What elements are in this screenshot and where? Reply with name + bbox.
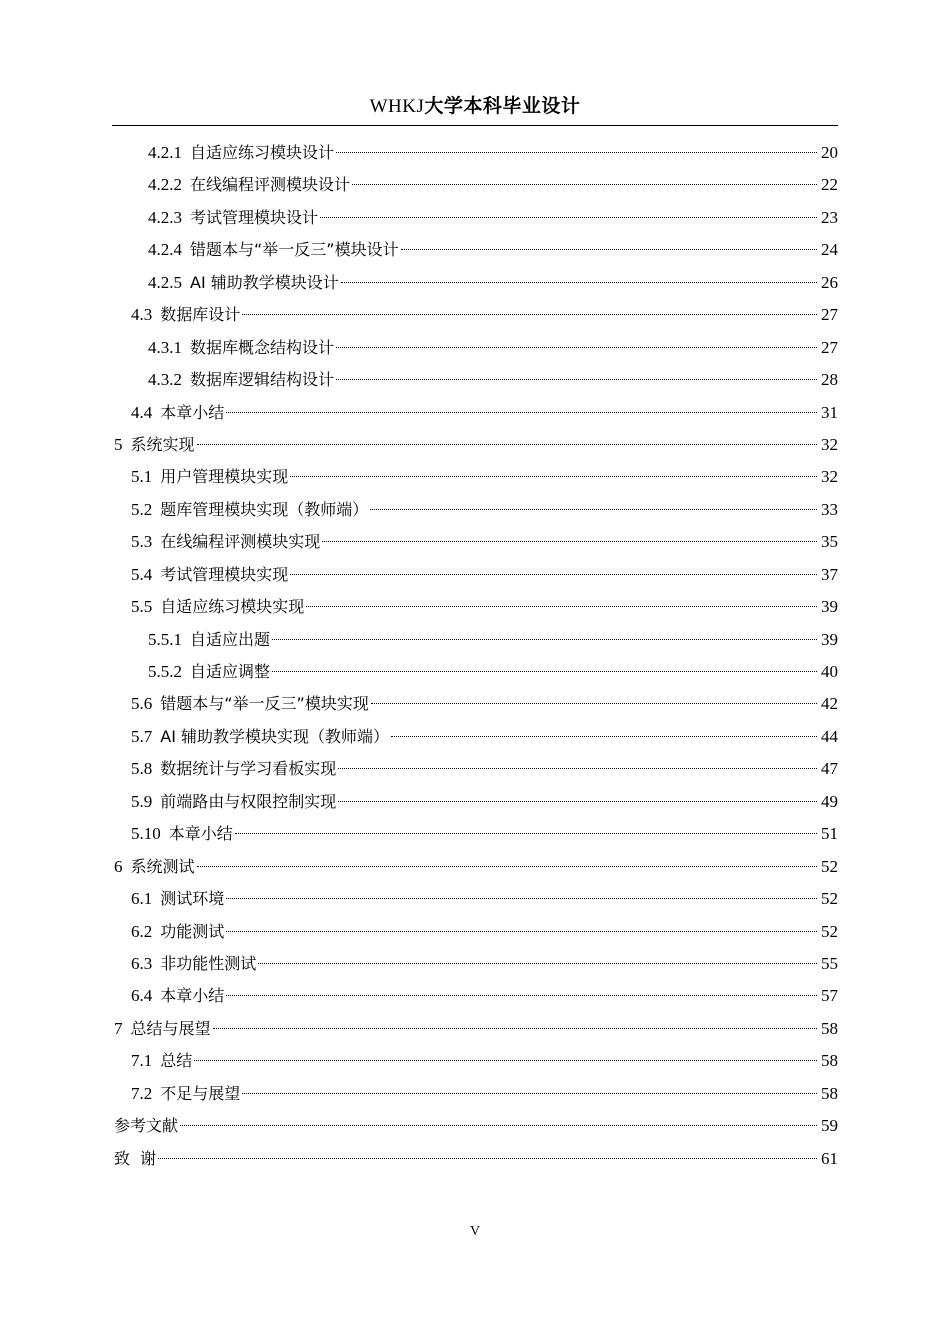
toc-entry-title: 题库管理模块实现（教师端） bbox=[160, 499, 369, 519]
toc-entry[interactable] bbox=[112, 853, 838, 885]
toc-entry-title: 数据库概念结构设计 bbox=[190, 337, 335, 357]
toc-dot-leader bbox=[336, 347, 817, 348]
toc-entry-page: 57 bbox=[821, 986, 838, 1006]
toc-dot-leader bbox=[391, 736, 817, 737]
toc-entry-number: 4.2.3 bbox=[148, 207, 182, 227]
toc-entry-page: 27 bbox=[821, 337, 838, 357]
toc-entry-page: 32 bbox=[821, 434, 838, 454]
toc-entry-title: 自适应练习模块实现 bbox=[160, 597, 305, 617]
toc-entry-number: 4.3.1 bbox=[148, 337, 182, 357]
toc-entry-title: 在线编程评测模块设计 bbox=[190, 175, 351, 195]
toc-entry-number: 4.3 bbox=[131, 305, 153, 325]
toc-dot-leader bbox=[235, 833, 817, 834]
toc-entry[interactable] bbox=[112, 755, 838, 787]
toc-dot-leader bbox=[338, 768, 817, 769]
toc-entry-page: 42 bbox=[821, 694, 838, 714]
toc-entry-number: 5.5.1 bbox=[148, 629, 182, 649]
toc-entry-page: 37 bbox=[821, 564, 838, 584]
toc-entry-page: 52 bbox=[821, 921, 838, 941]
toc-entry-title: 总结 bbox=[160, 1051, 193, 1071]
toc-entry-number: 6.3 bbox=[131, 953, 153, 973]
toc-entry-page: 44 bbox=[821, 726, 838, 746]
toc-entry[interactable] bbox=[112, 820, 838, 852]
toc-entry-number: 5.5.2 bbox=[148, 662, 182, 681]
toc-entry[interactable] bbox=[112, 982, 838, 1014]
toc-dot-leader bbox=[306, 606, 817, 607]
toc-entry-title: 自适应出题 bbox=[190, 629, 271, 649]
toc-entry-number: 4.4 bbox=[131, 402, 153, 422]
toc-entry-title: 前端路由与权限控制实现 bbox=[160, 791, 337, 811]
toc-entry-number: 5.1 bbox=[131, 467, 153, 487]
toc-entry-number: 5.2 bbox=[131, 499, 153, 519]
toc-dot-leader bbox=[272, 671, 817, 672]
toc-entry-number: 6.4 bbox=[131, 986, 153, 1006]
toc-entry-page: 24 bbox=[821, 240, 838, 260]
toc-entry-page: 35 bbox=[821, 532, 838, 552]
toc-dot-leader bbox=[336, 379, 817, 380]
toc-dot-leader bbox=[320, 217, 817, 218]
toc-entry-page: 52 bbox=[821, 856, 838, 876]
toc-entry[interactable] bbox=[112, 561, 838, 593]
toc-entry-title: 本章小结 bbox=[168, 824, 233, 844]
toc-entry-title: 总结与展望 bbox=[130, 1018, 211, 1038]
toc-entry-page: 22 bbox=[821, 175, 838, 195]
toc-entry-page: 20 bbox=[821, 143, 838, 162]
toc-entry-title: 考试管理模块实现 bbox=[160, 564, 289, 584]
toc-dot-leader bbox=[180, 1125, 817, 1126]
toc-entry-page: 33 bbox=[821, 499, 838, 519]
toc-entry-page: 61 bbox=[821, 1148, 838, 1168]
toc-entry-page: 27 bbox=[821, 305, 838, 325]
toc-entry-number: 6.2 bbox=[131, 921, 153, 941]
toc-entry-title: 不足与展望 bbox=[160, 1083, 241, 1103]
toc-entry-title: AI 辅助教学模块设计 bbox=[190, 272, 339, 292]
toc-entry-title: 考试管理模块设计 bbox=[190, 207, 319, 227]
toc-entry-title: 测试环境 bbox=[160, 889, 225, 909]
toc-entry-page: 39 bbox=[821, 597, 838, 617]
page-header bbox=[112, 92, 838, 121]
toc-entry[interactable] bbox=[112, 301, 838, 333]
toc-dot-leader bbox=[341, 282, 817, 283]
toc-entry-title: 用户管理模块实现 bbox=[160, 467, 289, 487]
toc-entry[interactable] bbox=[112, 1112, 838, 1144]
toc-entry-page: 55 bbox=[821, 953, 838, 973]
toc-entry-title: 功能测试 bbox=[160, 921, 225, 941]
toc-dot-leader bbox=[352, 184, 817, 185]
toc-entry-page: 59 bbox=[821, 1116, 838, 1136]
toc-entry-number: 7 bbox=[114, 1018, 123, 1038]
toc-entry[interactable] bbox=[112, 658, 838, 690]
toc-entry[interactable] bbox=[112, 626, 838, 658]
toc-entry-number: 5.7 bbox=[131, 726, 153, 746]
toc-entry-number: 6 bbox=[114, 856, 123, 876]
toc-entry[interactable] bbox=[112, 431, 838, 463]
toc-entry-number: 4.2.1 bbox=[148, 143, 182, 162]
toc-entry-number: 5.9 bbox=[131, 791, 153, 811]
toc-entry-page: 51 bbox=[821, 824, 838, 844]
toc-entry[interactable] bbox=[112, 950, 838, 982]
toc-entry-number: 5.10 bbox=[131, 824, 161, 844]
toc-entry[interactable] bbox=[112, 139, 838, 171]
toc-entry-number: 7.1 bbox=[131, 1051, 153, 1071]
toc-dot-leader bbox=[322, 541, 817, 542]
header-rule bbox=[112, 125, 838, 126]
toc-entry[interactable] bbox=[112, 269, 838, 301]
page-number: V bbox=[469, 1224, 481, 1239]
toc-entry-number: 5.4 bbox=[131, 564, 153, 584]
toc-dot-leader bbox=[158, 1158, 817, 1159]
toc-entry-title: 参考文献 bbox=[114, 1116, 179, 1136]
toc-dot-leader bbox=[401, 249, 817, 250]
toc-entry[interactable] bbox=[112, 496, 838, 528]
toc-entry-page: 58 bbox=[821, 1083, 838, 1103]
toc-entry-number: 5.8 bbox=[131, 759, 153, 779]
toc-entry-title: 自适应练习模块设计 bbox=[190, 143, 335, 162]
toc-entry[interactable] bbox=[112, 723, 838, 755]
toc-dot-leader bbox=[272, 639, 817, 640]
toc-entry[interactable] bbox=[112, 399, 838, 431]
toc-entry-title: 数据库逻辑结构设计 bbox=[190, 370, 335, 390]
toc-entry-title: 非功能性测试 bbox=[160, 953, 257, 973]
toc-entry[interactable] bbox=[112, 1015, 838, 1047]
toc-entry-number: 5 bbox=[114, 434, 123, 454]
toc-dot-leader bbox=[194, 1060, 817, 1061]
table-of-contents bbox=[112, 139, 838, 1177]
toc-entry-title: 本章小结 bbox=[160, 402, 225, 422]
toc-entry-title: 数据统计与学习看板实现 bbox=[160, 759, 337, 779]
toc-entry[interactable] bbox=[112, 918, 838, 950]
toc-dot-leader bbox=[226, 995, 817, 996]
toc-dot-leader bbox=[242, 1093, 817, 1094]
toc-entry-page: 23 bbox=[821, 207, 838, 227]
toc-entry-number: 5.3 bbox=[131, 532, 153, 552]
toc-dot-leader bbox=[226, 412, 817, 413]
toc-entry-title: 错题本与“举一反三”模块实现 bbox=[160, 694, 369, 714]
toc-entry-number: 7.2 bbox=[131, 1083, 153, 1103]
toc-entry-page: 52 bbox=[821, 889, 838, 909]
toc-entry[interactable] bbox=[112, 885, 838, 917]
toc-dot-leader bbox=[197, 866, 817, 867]
toc-dot-leader bbox=[242, 314, 817, 315]
toc-entry-title: 本章小结 bbox=[160, 986, 225, 1006]
toc-entry[interactable] bbox=[112, 171, 838, 203]
toc-entry-title: 致 谢 bbox=[114, 1148, 157, 1168]
toc-entry-title: 在线编程评测模块实现 bbox=[160, 532, 321, 552]
toc-entry-page: 47 bbox=[821, 759, 838, 779]
toc-entry-number: 4.2.2 bbox=[148, 175, 182, 195]
toc-dot-leader bbox=[370, 509, 817, 510]
toc-entry-page: 58 bbox=[821, 1018, 838, 1038]
toc-entry-page: 31 bbox=[821, 402, 838, 422]
toc-entry-title: 系统测试 bbox=[130, 856, 195, 876]
toc-entry[interactable] bbox=[112, 690, 838, 722]
toc-entry-number: 6.1 bbox=[131, 889, 153, 909]
toc-entry-title: 系统实现 bbox=[130, 434, 195, 454]
toc-entry[interactable] bbox=[112, 528, 838, 560]
toc-dot-leader bbox=[226, 898, 817, 899]
toc-entry-page: 49 bbox=[821, 791, 838, 811]
toc-entry[interactable] bbox=[112, 593, 838, 625]
toc-entry-title: 错题本与“举一反三”模块设计 bbox=[190, 240, 399, 260]
toc-entry-page: 39 bbox=[821, 629, 838, 649]
toc-dot-leader bbox=[258, 963, 817, 964]
toc-dot-leader bbox=[290, 574, 817, 575]
toc-entry-page: 26 bbox=[821, 272, 838, 292]
toc-entry-number: 5.6 bbox=[131, 694, 153, 714]
toc-entry-number: 5.5 bbox=[131, 597, 153, 617]
toc-entry-title: 自适应调整 bbox=[190, 662, 271, 681]
toc-dot-leader bbox=[197, 444, 817, 445]
toc-dot-leader bbox=[213, 1028, 817, 1029]
toc-entry[interactable] bbox=[112, 204, 838, 236]
toc-entry-number: 4.2.4 bbox=[148, 240, 182, 260]
toc-entry[interactable] bbox=[112, 366, 838, 398]
toc-entry[interactable] bbox=[112, 788, 838, 820]
toc-dot-leader bbox=[336, 152, 817, 153]
toc-entry-page: 32 bbox=[821, 467, 838, 487]
toc-entry[interactable] bbox=[112, 334, 838, 366]
toc-entry-page: 58 bbox=[821, 1051, 838, 1071]
toc-entry-number: 4.2.5 bbox=[148, 272, 182, 292]
toc-entry-number: 4.3.2 bbox=[148, 370, 182, 390]
toc-entry-title: 数据库设计 bbox=[160, 305, 241, 325]
toc-entry[interactable] bbox=[112, 236, 838, 268]
toc-entry[interactable] bbox=[112, 1145, 838, 1177]
header-school-title: 大学本科毕业设计 bbox=[424, 95, 581, 117]
toc-dot-leader bbox=[290, 476, 817, 477]
header-school-latin: WHKJ bbox=[369, 96, 425, 117]
toc-entry-page: 40 bbox=[821, 662, 838, 681]
toc-dot-leader bbox=[371, 703, 817, 704]
toc-dot-leader bbox=[338, 801, 817, 802]
toc-dot-leader bbox=[226, 931, 817, 932]
toc-entry-title: AI 辅助教学模块实现（教师端） bbox=[160, 726, 390, 746]
toc-entry[interactable] bbox=[112, 463, 838, 495]
toc-entry-page: 28 bbox=[821, 370, 838, 390]
toc-entry[interactable] bbox=[112, 1080, 838, 1112]
toc-entry[interactable] bbox=[112, 1047, 838, 1079]
